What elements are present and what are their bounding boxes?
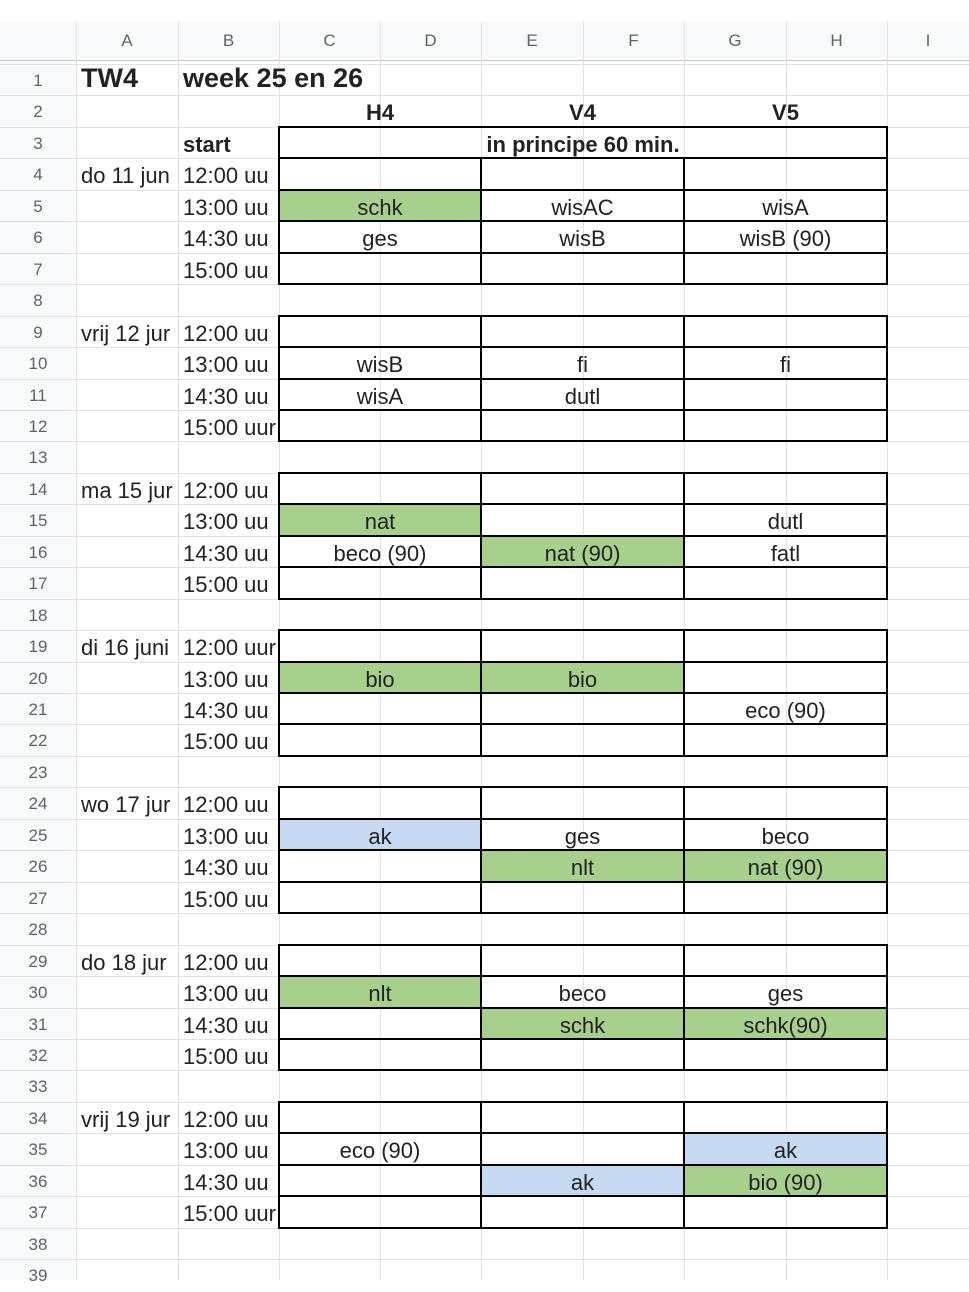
exam-slot-cell[interactable] xyxy=(279,725,481,756)
row-header-11[interactable]: 11 xyxy=(29,385,47,405)
exam-slot-cell[interactable] xyxy=(481,1134,684,1165)
time-cell[interactable]: 12:00 uu xyxy=(183,949,269,975)
exam-slot-cell[interactable]: dutl xyxy=(564,383,601,409)
exam-slot-cell[interactable]: eco (90) xyxy=(745,698,826,723)
day-label-cell[interactable]: vrij 12 jur xyxy=(81,320,171,346)
column-header-g[interactable]: G xyxy=(728,31,742,50)
time-cell[interactable]: 15:00 uu xyxy=(183,572,269,598)
exam-slot-cell[interactable]: nat (90) xyxy=(747,855,824,881)
duration-note-cell: in principe 60 min. xyxy=(486,131,680,157)
exam-slot-cell[interactable]: wisB xyxy=(356,352,404,378)
time-cell[interactable]: 14:30 uu xyxy=(183,1012,269,1038)
day-label-cell[interactable]: wo 17 jur xyxy=(81,792,171,818)
exam-slot-cell[interactable]: schk xyxy=(357,194,403,220)
exam-slot-cell[interactable]: ak xyxy=(773,1138,798,1164)
exam-slot-cell[interactable] xyxy=(279,851,481,882)
exam-slot-cell[interactable] xyxy=(481,883,684,914)
row-header-34[interactable]: 34 xyxy=(28,1108,48,1128)
exam-slot-cell[interactable] xyxy=(279,1009,481,1040)
time-cell[interactable]: 12:00 uu xyxy=(183,477,269,503)
time-cell[interactable]: 13:00 uu xyxy=(183,509,269,535)
column-header-c[interactable]: C xyxy=(323,31,336,50)
toolbar-strip xyxy=(0,0,969,22)
row-header-35[interactable]: 35 xyxy=(28,1140,48,1160)
exam-slot-cell[interactable] xyxy=(684,788,887,819)
exam-slot-cell[interactable] xyxy=(481,694,684,725)
row-header-28[interactable]: 28 xyxy=(28,920,48,940)
time-cell[interactable]: 12:00 uur xyxy=(183,635,276,661)
exam-slot-cell[interactable] xyxy=(481,725,684,756)
time-cell[interactable]: 14:30 uu xyxy=(183,540,269,566)
column-header-f[interactable]: F xyxy=(628,31,639,50)
row-header-32[interactable]: 32 xyxy=(28,1045,48,1065)
exam-slot-cell[interactable]: ak xyxy=(368,823,392,849)
row-header-25[interactable]: 25 xyxy=(28,825,48,845)
row-header-17[interactable]: 17 xyxy=(28,574,48,594)
exam-slot-cell[interactable] xyxy=(279,568,481,599)
exam-slot-cell[interactable] xyxy=(684,474,887,505)
exam-slot-cell[interactable] xyxy=(481,631,684,662)
day-label-cell[interactable]: vrij 19 jur xyxy=(81,1106,171,1132)
row-header-6[interactable]: 6 xyxy=(33,228,43,248)
time-cell[interactable]: 14:30 uu xyxy=(183,383,269,409)
time-cell[interactable]: 15:00 uu xyxy=(183,1043,269,1069)
group-header-v4: V4 xyxy=(569,100,596,126)
row-header-30[interactable]: 30 xyxy=(28,983,48,1003)
time-cell[interactable]: 12:00 uu xyxy=(183,792,269,818)
exam-slot-cell[interactable] xyxy=(279,946,481,977)
column-header-e[interactable]: E xyxy=(526,31,538,50)
exam-slot-cell[interactable] xyxy=(684,663,887,694)
row-header-15[interactable]: 15 xyxy=(28,511,48,531)
exam-slot-cell[interactable] xyxy=(279,1040,481,1071)
exam-slot-cell[interactable]: bio xyxy=(365,666,395,692)
exam-slot-cell[interactable] xyxy=(279,254,481,285)
exam-slot-cell[interactable]: ges xyxy=(767,981,804,1007)
group-header-h4: H4 xyxy=(365,100,395,126)
row-header-38[interactable]: 38 xyxy=(28,1234,48,1254)
exam-slot-cell[interactable]: ak xyxy=(570,1169,595,1195)
time-cell[interactable]: 13:00 uu xyxy=(183,194,269,220)
row-header-10[interactable]: 10 xyxy=(28,354,48,374)
row-header-31[interactable]: 31 xyxy=(28,1014,48,1034)
time-cell[interactable]: 15:00 uu xyxy=(183,729,269,755)
exam-slot-cell[interactable]: bio (90) xyxy=(748,1169,823,1195)
row-gridline xyxy=(0,1259,969,1260)
time-cell[interactable]: 15:00 uu xyxy=(183,257,269,283)
exam-slot-cell[interactable]: wisA xyxy=(356,383,404,409)
exam-slot-cell[interactable] xyxy=(684,1040,887,1071)
title-cell: TW4 xyxy=(81,63,138,93)
row-header-22[interactable]: 22 xyxy=(28,731,48,751)
row-header-23[interactable]: 23 xyxy=(28,762,48,782)
exam-slot-cell[interactable]: bio xyxy=(567,666,598,692)
exam-slot-cell[interactable]: wisAC xyxy=(551,194,614,220)
exam-slot-cell[interactable]: nat xyxy=(364,509,396,535)
time-cell[interactable]: 13:00 uu xyxy=(183,352,269,378)
row-header-37[interactable]: 37 xyxy=(28,1203,48,1223)
time-cell[interactable]: 12:00 uu xyxy=(183,1106,269,1132)
day-label-cell[interactable]: do 18 jur xyxy=(81,949,167,975)
day-label-cell[interactable]: ma 15 jur xyxy=(81,477,173,503)
column-header-d[interactable]: D xyxy=(424,31,437,50)
exam-slot-cell[interactable] xyxy=(684,317,887,348)
exam-slot-cell[interactable]: beco xyxy=(558,981,607,1007)
exam-slot-cell[interactable] xyxy=(279,1166,481,1197)
exam-slot-cell[interactable] xyxy=(279,694,481,725)
row-header-7[interactable]: 7 xyxy=(33,259,43,279)
exam-slot-cell[interactable] xyxy=(684,159,887,190)
row-header-12[interactable]: 12 xyxy=(28,416,48,436)
exam-slot-cell[interactable]: schk xyxy=(559,1012,606,1038)
time-cell[interactable]: 13:00 uu xyxy=(183,981,269,1007)
exam-slot-cell[interactable] xyxy=(684,725,887,756)
exam-slot-cell[interactable]: nlt xyxy=(368,981,392,1007)
day-label-cell[interactable]: di 16 juni xyxy=(81,635,170,661)
row-header-21[interactable]: 21 xyxy=(28,700,48,719)
row-header-33[interactable]: 33 xyxy=(28,1077,48,1097)
exam-slot-cell[interactable] xyxy=(279,788,481,819)
row-header-1[interactable]: 1 xyxy=(33,71,43,90)
exam-slot-cell[interactable]: wisA xyxy=(762,194,809,220)
exam-slot-cell[interactable]: dutl xyxy=(767,509,804,535)
exam-slot-cell[interactable] xyxy=(481,788,684,819)
row-header-3[interactable]: 3 xyxy=(33,133,43,153)
exam-slot-cell[interactable] xyxy=(684,380,887,411)
exam-slot-cell[interactable] xyxy=(279,411,481,442)
exam-slot-cell[interactable] xyxy=(684,1197,887,1228)
exam-slot-cell[interactable] xyxy=(481,254,684,285)
row-header-5[interactable]: 5 xyxy=(33,196,43,216)
time-cell[interactable]: 13:00 uu xyxy=(183,1138,269,1164)
time-cell[interactable]: 12:00 uu xyxy=(183,163,269,189)
time-cell[interactable]: 14:30 uu xyxy=(183,1169,269,1195)
exam-slot-cell[interactable] xyxy=(481,946,684,977)
exam-slot-cell[interactable]: fi xyxy=(780,352,791,378)
exam-slot-cell[interactable] xyxy=(279,883,481,914)
exam-slot-cell[interactable] xyxy=(481,1103,684,1134)
start-label-cell: start xyxy=(183,131,231,157)
time-cell[interactable]: 14:30 uu xyxy=(183,226,269,252)
group-header-v5: V5 xyxy=(772,100,799,126)
exam-slot-cell[interactable]: ges xyxy=(564,823,601,849)
row-header-39[interactable]: 39 xyxy=(28,1266,48,1286)
row-header-2[interactable]: 2 xyxy=(33,102,43,122)
time-cell[interactable]: 15:00 uu xyxy=(183,886,269,912)
exam-slot-cell[interactable] xyxy=(279,1197,481,1228)
exam-slot-cell[interactable] xyxy=(279,474,481,505)
day-label-cell[interactable]: do 11 jun xyxy=(81,163,170,189)
time-cell[interactable]: 15:00 uur xyxy=(183,414,276,440)
time-cell[interactable]: 14:30 uu xyxy=(183,698,269,723)
row-header-9[interactable]: 9 xyxy=(33,322,43,342)
row-header-19[interactable]: 19 xyxy=(28,637,48,657)
exam-slot-cell[interactable] xyxy=(481,159,684,190)
exam-slot-cell[interactable] xyxy=(279,159,481,190)
column-header-h[interactable]: H xyxy=(830,31,843,50)
row-header-13[interactable]: 13 xyxy=(28,448,48,468)
row-header-36[interactable]: 36 xyxy=(28,1171,48,1191)
exam-slot-cell[interactable] xyxy=(279,1103,481,1134)
row-header-16[interactable]: 16 xyxy=(28,542,48,562)
exam-slot-cell[interactable]: eco (90) xyxy=(339,1138,421,1164)
exam-slot-cell[interactable]: schk(90) xyxy=(743,1012,828,1038)
column-header-b[interactable]: B xyxy=(222,31,235,50)
exam-slot-cell[interactable]: beco xyxy=(761,823,810,849)
time-cell[interactable]: 15:00 uur xyxy=(183,1201,276,1227)
exam-slot-cell[interactable] xyxy=(684,254,887,285)
row-header-24[interactable]: 24 xyxy=(28,794,48,814)
row-header-18[interactable]: 18 xyxy=(28,605,48,625)
time-cell[interactable]: 13:00 uu xyxy=(183,823,269,849)
exam-slot-cell[interactable] xyxy=(481,474,684,505)
exam-slot-cell[interactable] xyxy=(684,1103,887,1134)
row-header-14[interactable]: 14 xyxy=(28,479,48,499)
exam-slot-cell[interactable]: nlt xyxy=(570,855,595,881)
exam-slot-cell[interactable] xyxy=(481,317,684,348)
time-cell[interactable]: 14:30 uu xyxy=(183,855,269,881)
exam-slot-cell[interactable]: nat (90) xyxy=(544,540,621,566)
row-header-20[interactable]: 20 xyxy=(28,668,48,688)
exam-slot-cell[interactable] xyxy=(684,631,887,662)
time-cell[interactable]: 12:00 uu xyxy=(183,320,269,346)
exam-slot-cell[interactable] xyxy=(481,568,684,599)
exam-slot-cell[interactable]: beco (90) xyxy=(333,540,427,566)
exam-slot-cell[interactable] xyxy=(684,568,887,599)
exam-slot-cell[interactable]: wisB xyxy=(559,226,606,252)
exam-slot-cell[interactable]: ges xyxy=(362,226,398,252)
exam-slot-cell[interactable]: fi xyxy=(577,352,588,378)
week-cell: week 25 en 26 xyxy=(183,63,364,93)
column-header-a[interactable]: A xyxy=(121,31,133,50)
exam-slot-cell[interactable] xyxy=(481,1197,684,1228)
exam-slot-cell[interactable]: fatl xyxy=(770,540,801,566)
exam-slot-cell[interactable] xyxy=(481,411,684,442)
exam-slot-cell[interactable] xyxy=(684,946,887,977)
exam-slot-cell[interactable]: wisB (90) xyxy=(739,226,832,252)
row-header-4[interactable]: 4 xyxy=(33,165,43,185)
row-header-26[interactable]: 26 xyxy=(28,857,48,877)
row-header-8[interactable]: 8 xyxy=(33,291,43,311)
exam-slot-cell[interactable] xyxy=(481,1040,684,1071)
header-bottom-line xyxy=(0,60,969,61)
row-header-29[interactable]: 29 xyxy=(28,951,48,971)
exam-slot-cell[interactable] xyxy=(684,411,887,442)
exam-slot-cell[interactable] xyxy=(279,317,481,348)
exam-slot-cell[interactable] xyxy=(481,505,684,536)
exam-slot-cell[interactable] xyxy=(684,883,887,914)
column-header-i[interactable]: I xyxy=(925,31,931,50)
time-cell[interactable]: 13:00 uu xyxy=(183,666,269,692)
exam-slot-cell[interactable] xyxy=(279,631,481,662)
row-header-27[interactable]: 27 xyxy=(28,888,48,908)
